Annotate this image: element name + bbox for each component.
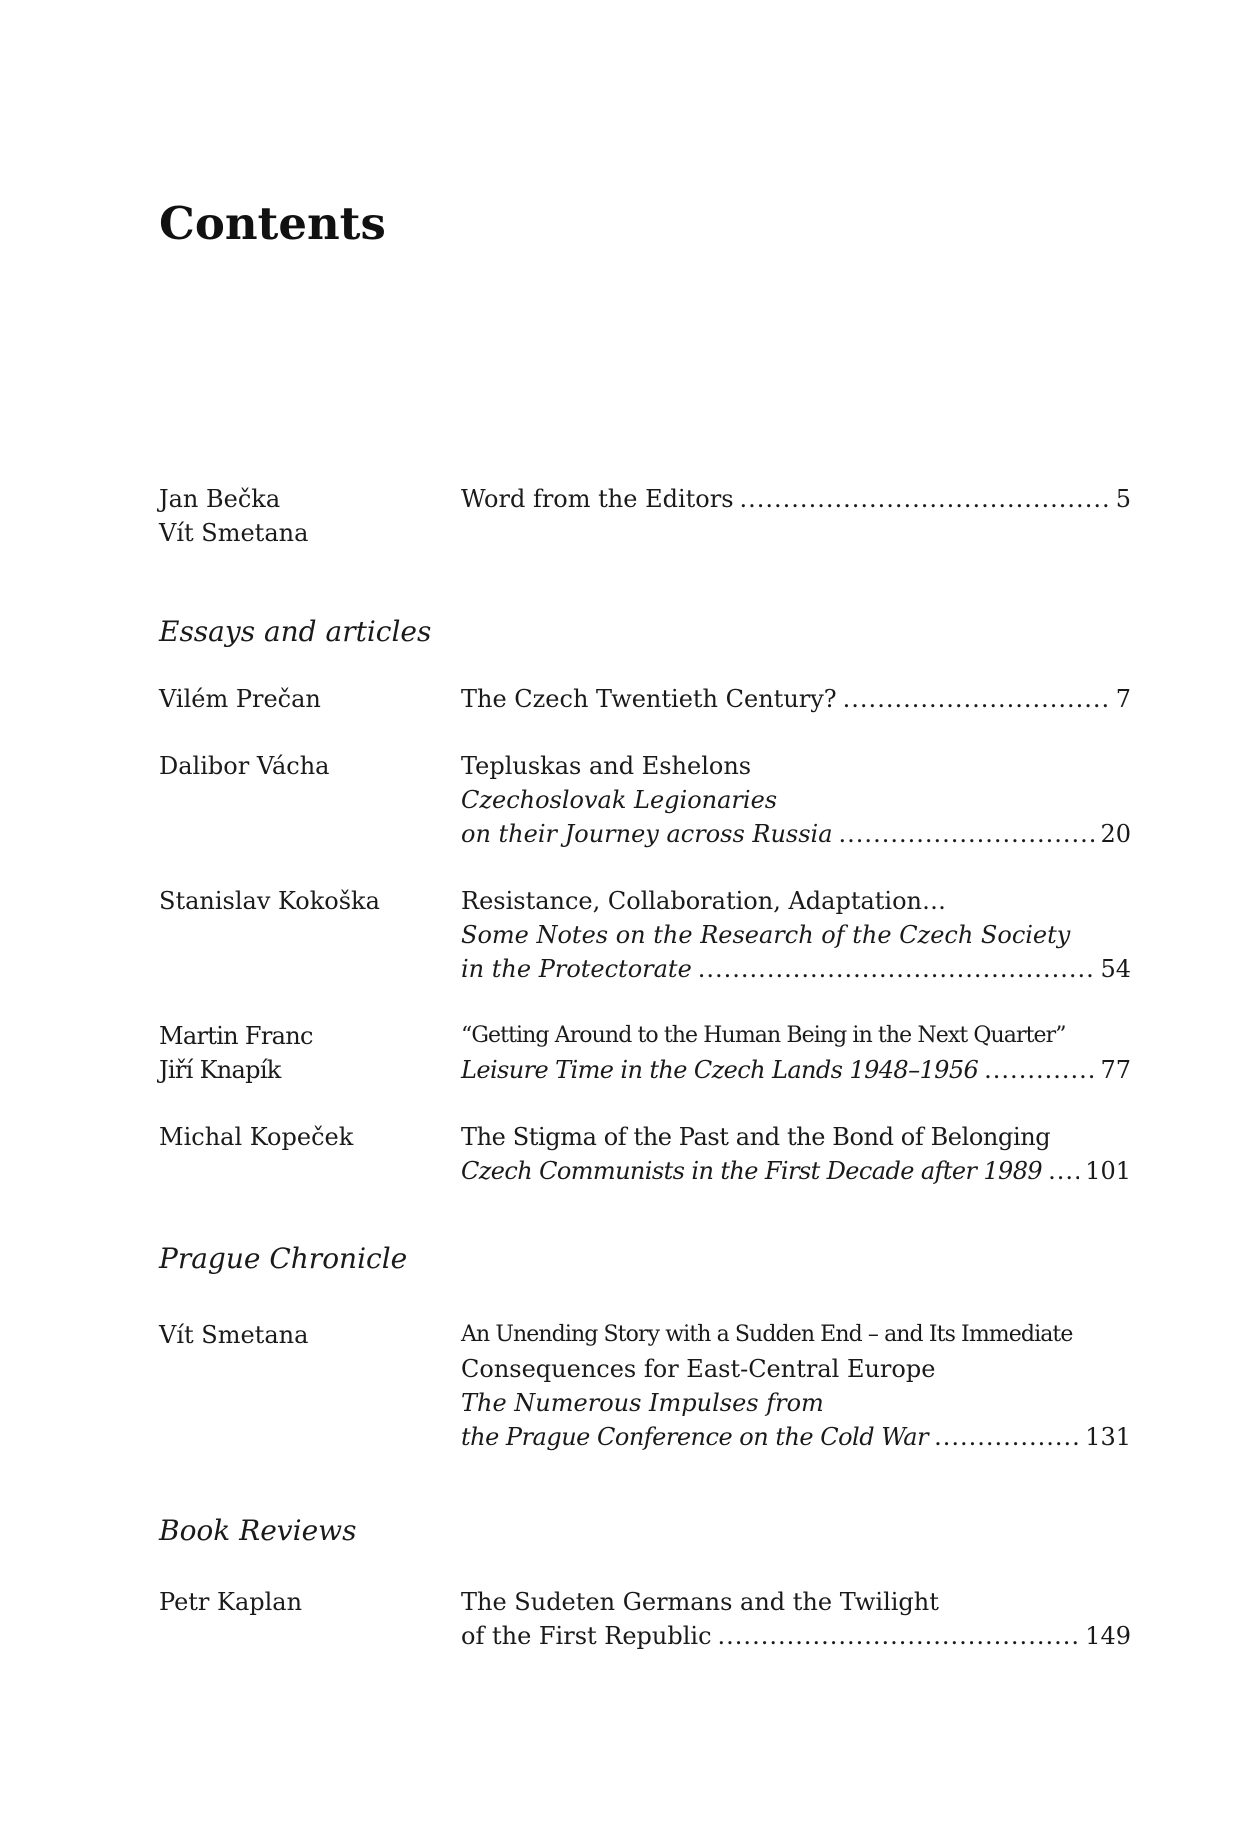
dot-leader	[843, 682, 1110, 716]
toc-entry	[159, 1585, 1131, 1655]
entry-title-line: Resistance, Collaboration, Adaptation…	[461, 887, 946, 915]
entry-title-line: The Sudeten Germans and the Twilight	[461, 1588, 939, 1616]
page-number: 54	[1100, 955, 1131, 983]
entry-title[interactable]	[461, 682, 1131, 716]
page-number: 7	[1115, 685, 1131, 713]
entry-title-line: An Unending Story with a Sudden End – and Its Immediate	[461, 1322, 1073, 1347]
entry-title-text: The Czech Twentieth Century?	[461, 685, 837, 713]
entry-last-line	[461, 1053, 1131, 1087]
entry-title[interactable]	[461, 1019, 1131, 1087]
entry-authors	[159, 1318, 449, 1352]
entry-title[interactable]	[461, 884, 1131, 986]
author-name: Vít Smetana	[159, 1321, 309, 1349]
section-heading-essays: Essays and articles	[159, 615, 432, 648]
page-number: 77	[1100, 1056, 1131, 1084]
toc-entry	[159, 1318, 1131, 1456]
page-number: 149	[1085, 1622, 1131, 1650]
entry-last-line	[461, 682, 1131, 716]
entry-authors	[159, 482, 449, 550]
entry-subtitle-text: Czech Communists in the First Decade after 1989	[461, 1157, 1043, 1185]
entry-title-text: Word from the Editors	[461, 485, 734, 513]
toc-entry-editors	[159, 482, 1131, 552]
dot-leader	[718, 1619, 1080, 1653]
dot-leader	[698, 952, 1095, 986]
entry-subtitle-line: The Numerous Impulses from	[461, 1389, 824, 1417]
entry-subtitle-text: Leisure Time in the Czech Lands 1948–1956	[461, 1056, 979, 1084]
section-heading-book-reviews: Book Reviews	[159, 1514, 357, 1547]
author-name: Michal Kopeček	[159, 1123, 354, 1151]
page-title: Contents	[159, 197, 386, 250]
section-heading-prague-chronicle: Prague Chronicle	[159, 1242, 408, 1275]
entry-last-line	[461, 482, 1131, 516]
author-name: Petr Kaplan	[159, 1588, 303, 1616]
entry-last-line	[461, 1154, 1131, 1188]
dot-leader	[934, 1420, 1079, 1454]
entry-title[interactable]	[461, 1585, 1131, 1653]
entry-subtitle-text: on their Journey across Russia	[461, 820, 833, 848]
entry-title-line: Tepluskas and Eshelons	[461, 752, 752, 780]
toc-entry	[159, 682, 1131, 718]
entry-title-line: The Stigma of the Past and the Bond of Belonging	[461, 1123, 1051, 1151]
entry-title-text: of the First Republic	[461, 1622, 712, 1650]
page-number: 20	[1100, 820, 1131, 848]
author-name: Jiří Knapík	[159, 1056, 281, 1084]
entry-subtitle-text: in the Protectorate	[461, 955, 692, 983]
author-name: Dalibor Vácha	[159, 752, 330, 780]
entry-last-line	[461, 1420, 1131, 1454]
author-name: Jan Bečka	[159, 485, 281, 513]
entry-subtitle-text: the Prague Conference on the Cold War	[461, 1423, 929, 1451]
entry-title-line: Consequences for East-Central Europe	[461, 1355, 936, 1383]
entry-last-line	[461, 1619, 1131, 1653]
author-name: Vilém Prečan	[159, 685, 321, 713]
author-name: Martin Franc	[159, 1022, 313, 1050]
entry-last-line	[461, 952, 1131, 986]
entry-authors	[159, 884, 449, 918]
entry-title[interactable]	[461, 482, 1131, 516]
toc-entry	[159, 1019, 1131, 1089]
page-number: 101	[1085, 1157, 1131, 1185]
entry-authors	[159, 749, 449, 783]
entry-title[interactable]	[461, 1120, 1131, 1188]
entry-authors	[159, 1120, 449, 1154]
entry-authors	[159, 682, 449, 716]
dot-leader	[1048, 1154, 1079, 1188]
page-number: 131	[1085, 1423, 1131, 1451]
entry-title-line: “Getting Around to the Human Being in the Next Quarter”	[461, 1023, 1066, 1048]
toc-entry	[159, 749, 1131, 853]
entry-subtitle-line: Czechoslovak Legionaries	[461, 786, 778, 814]
author-name: Stanislav Kokoška	[159, 887, 380, 915]
page-number: 5	[1115, 485, 1131, 513]
entry-authors	[159, 1019, 449, 1087]
dot-leader	[839, 817, 1095, 851]
author-name: Vít Smetana	[159, 519, 309, 547]
toc-entry	[159, 884, 1131, 988]
entry-authors	[159, 1585, 449, 1619]
dot-leader	[740, 482, 1110, 516]
toc-entry	[159, 1120, 1131, 1190]
entry-last-line	[461, 817, 1131, 851]
dot-leader	[984, 1053, 1094, 1087]
entry-subtitle-line: Some Notes on the Research of the Czech Society	[461, 921, 1071, 949]
entry-title[interactable]	[461, 749, 1131, 851]
entry-title[interactable]	[461, 1318, 1131, 1454]
